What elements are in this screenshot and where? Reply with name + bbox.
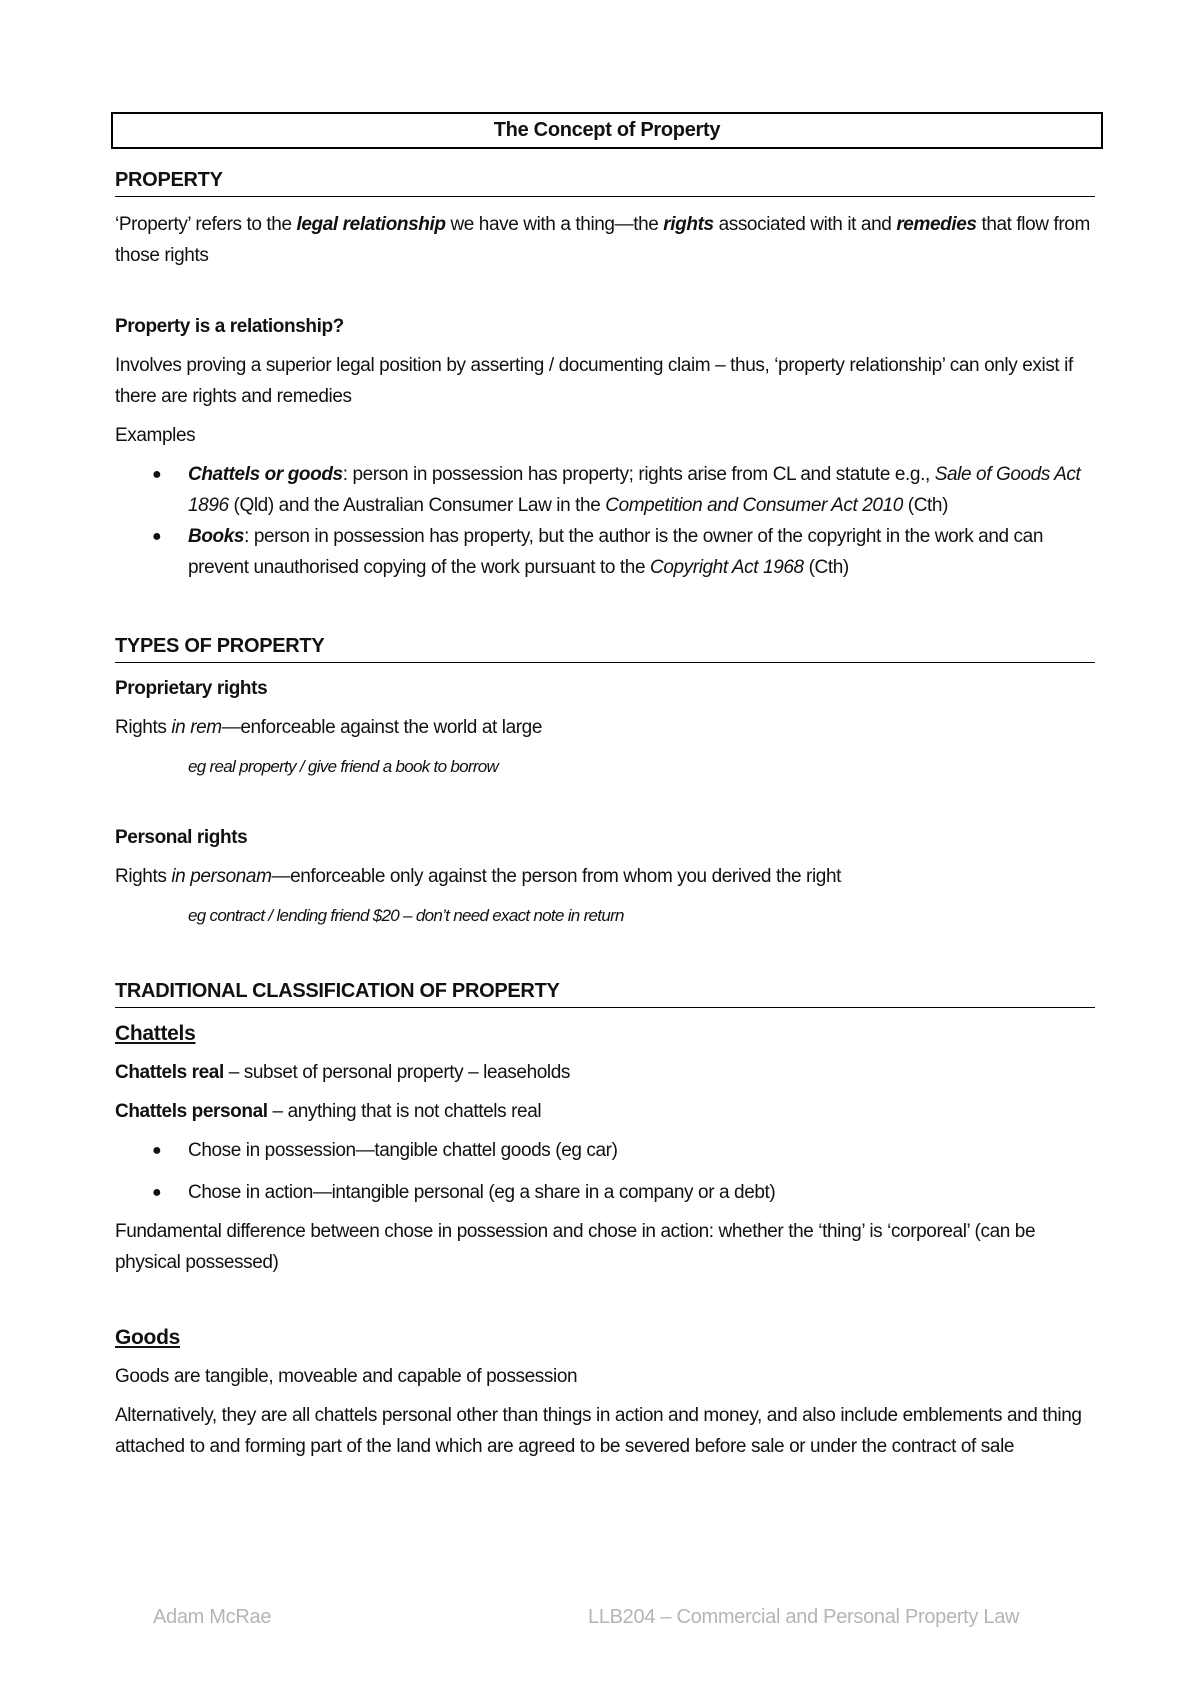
proprietary-rights-text: Rights in rem—enforceable against the world at large (115, 717, 543, 738)
subheading-relationship: Property is a relationship? (115, 316, 344, 337)
personal-rights-text: Rights in personam—enforceable only against the person from whom you derived the right (115, 866, 842, 887)
examples-label: Examples (115, 425, 196, 446)
subheading-goods: Goods (115, 1326, 180, 1349)
document-page (115, 112, 1095, 1462)
proprietary-example: eg real property / give friend a book to borrow (188, 757, 499, 776)
goods-definition: Goods are tangible, moveable and capable of possession (115, 1366, 578, 1387)
bullet-icon: ● (152, 1184, 162, 1201)
bullet-icon: ● (152, 466, 162, 483)
subheading-personal-rights: Personal rights (115, 827, 248, 848)
list-item: ● Chose in action—intangible personal (eg a share in a company or a debt) (115, 1177, 1095, 1208)
footer-author: Adam McRae (153, 1606, 272, 1628)
chattels-personal-text: Chattels personal – anything that is not chattels real (115, 1101, 542, 1122)
chose-list (115, 1135, 1095, 1208)
list-item: ● Chattels or goods: person in possession has property; rights arise from CL and statute e.g., Sale of Goods Act 1896 (Qld) and the Australian Consumer Law in the Competition and Consumer Act 2010 (Cth) (115, 459, 1095, 521)
examples-list (115, 459, 1095, 583)
document-title: The Concept of Property (111, 112, 1103, 149)
fundamental-difference-text: Fundamental difference between chose in possession and chose in action: whether the ‘thing’ is ‘corporeal’ (can be physical possessed) (115, 1221, 1036, 1273)
bullet-icon: ● (152, 1142, 162, 1159)
subheading-chattels: Chattels (115, 1022, 196, 1045)
section-heading-types: TYPES OF PROPERTY (115, 630, 1095, 663)
bullet-icon: ● (152, 528, 162, 545)
section-heading-property: PROPERTY (115, 164, 1095, 197)
property-definition: ‘Property’ refers to the legal relationship we have with a thing—the rights associated with it and remedies that flow from those rights (115, 214, 1090, 266)
subheading-proprietary-rights: Proprietary rights (115, 678, 268, 699)
chattels-real-text: Chattels real – subset of personal property – leaseholds (115, 1062, 570, 1083)
goods-alternative-definition: Alternatively, they are all chattels personal other than things in action and money, and also include emblements and thing attached to and forming part of the land which are agreed to be severed before sale or under the contract of sale (115, 1405, 1082, 1457)
list-item: ● Books: person in possession has property, but the author is the owner of the copyright in the work and can prevent unauthorised copying of the work pursuant to the Copyright Act 1968 (Cth) (115, 521, 1095, 583)
list-item: ● Chose in possession—tangible chattel goods (eg car) (115, 1135, 1095, 1166)
footer-course: LLB204 – Commercial and Personal Property Law (588, 1606, 1020, 1628)
relationship-paragraph: Involves proving a superior legal position by asserting / documenting claim – thus, ‘property relationship’ can only exist if there are rights and remedies (115, 355, 1073, 407)
section-heading-classification: TRADITIONAL CLASSIFICATION OF PROPERTY (115, 975, 1095, 1008)
personal-example: eg contract / lending friend $20 – don’t need exact note in return (188, 906, 624, 925)
